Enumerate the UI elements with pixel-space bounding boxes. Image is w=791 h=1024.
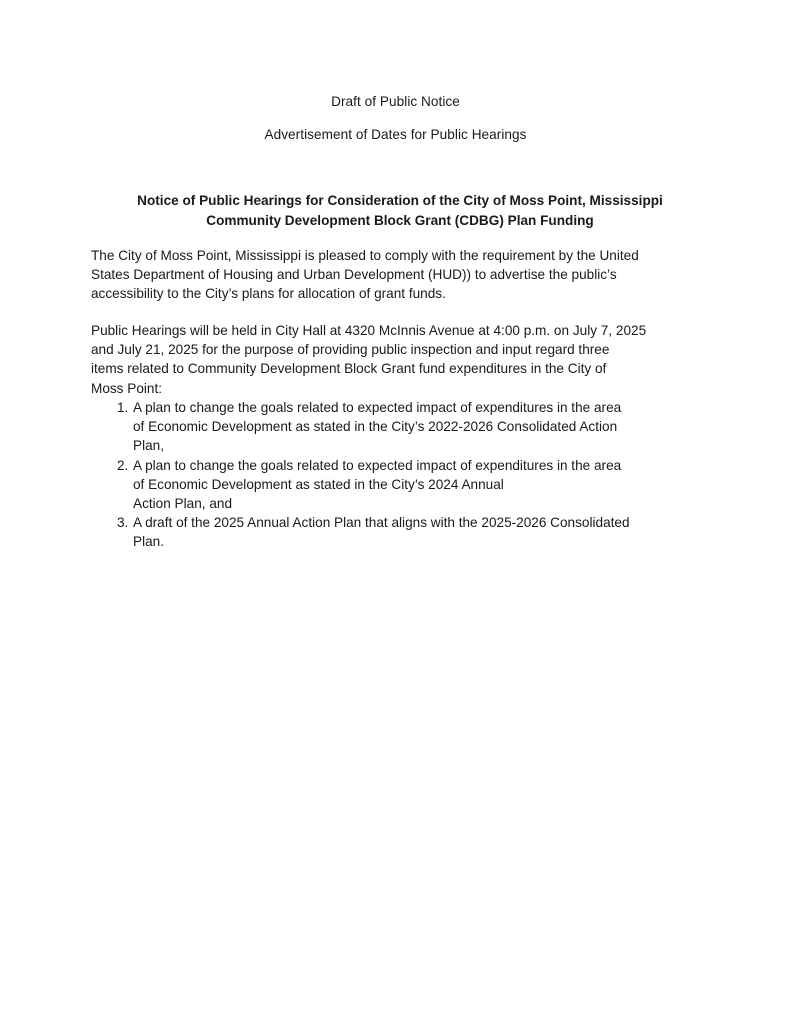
list-item-line: A plan to change the goals related to expected impact of expenditures in the area [133, 400, 622, 415]
paragraph-line: items related to Community Development Block Grant fund expenditures in the City of [91, 361, 607, 377]
list-item-line: of Economic Development as stated in the City’s 2022-2026 Consolidated Action [133, 419, 618, 435]
hearing-items-list [91, 398, 711, 552]
list-item-line: Plan, [133, 438, 164, 454]
paragraph-line: Moss Point: [91, 380, 163, 396]
document-title: Draft of Public Notice [331, 94, 460, 109]
list-item-line: of Economic Development as stated in the City’s 2024 Annual [133, 476, 504, 492]
intro-paragraph [91, 246, 711, 304]
list-item-number: 1. [117, 400, 129, 415]
paragraph-line: and July 21, 2025 for the purpose of providing public inspection and input regard three [91, 342, 610, 358]
list-item-line: Action Plan, and [133, 496, 232, 512]
hearing-paragraph [91, 321, 711, 398]
notice-heading [80, 191, 720, 230]
paragraph-line: The City of Moss Point, Mississippi is pleased to comply with the requirement by the United [91, 248, 639, 263]
list-item-line: A draft of the 2025 Annual Action Plan that aligns with the 2025-2026 Consolidated [133, 515, 630, 531]
list-item-number: 2. [117, 457, 129, 473]
list-item [91, 456, 711, 514]
paragraph-line: States Department of Housing and Urban Development (HUD)) to advertise the public’s [91, 267, 617, 283]
paragraph-line: Public Hearings will be held in City Hall at 4320 McInnis Avenue at 4:00 p.m. on July 7, 2025 [91, 323, 647, 338]
notice-heading-line-2: Community Development Block Grant (CDBG) Plan Funding [206, 212, 594, 228]
list-item-line: Plan. [133, 534, 164, 550]
notice-heading-line-1: Notice of Public Hearings for Consideration of the City of Moss Point, Mississippi [137, 193, 663, 208]
document-subtitle: Advertisement of Dates for Public Hearings [264, 127, 527, 142]
paragraph-line: accessibility to the City’s plans for allocation of grant funds. [91, 286, 446, 302]
list-item [91, 513, 711, 551]
list-item [91, 398, 711, 456]
list-item-line: A plan to change the goals related to expected impact of expenditures in the area [133, 457, 622, 473]
list-item-number: 3. [117, 515, 129, 531]
